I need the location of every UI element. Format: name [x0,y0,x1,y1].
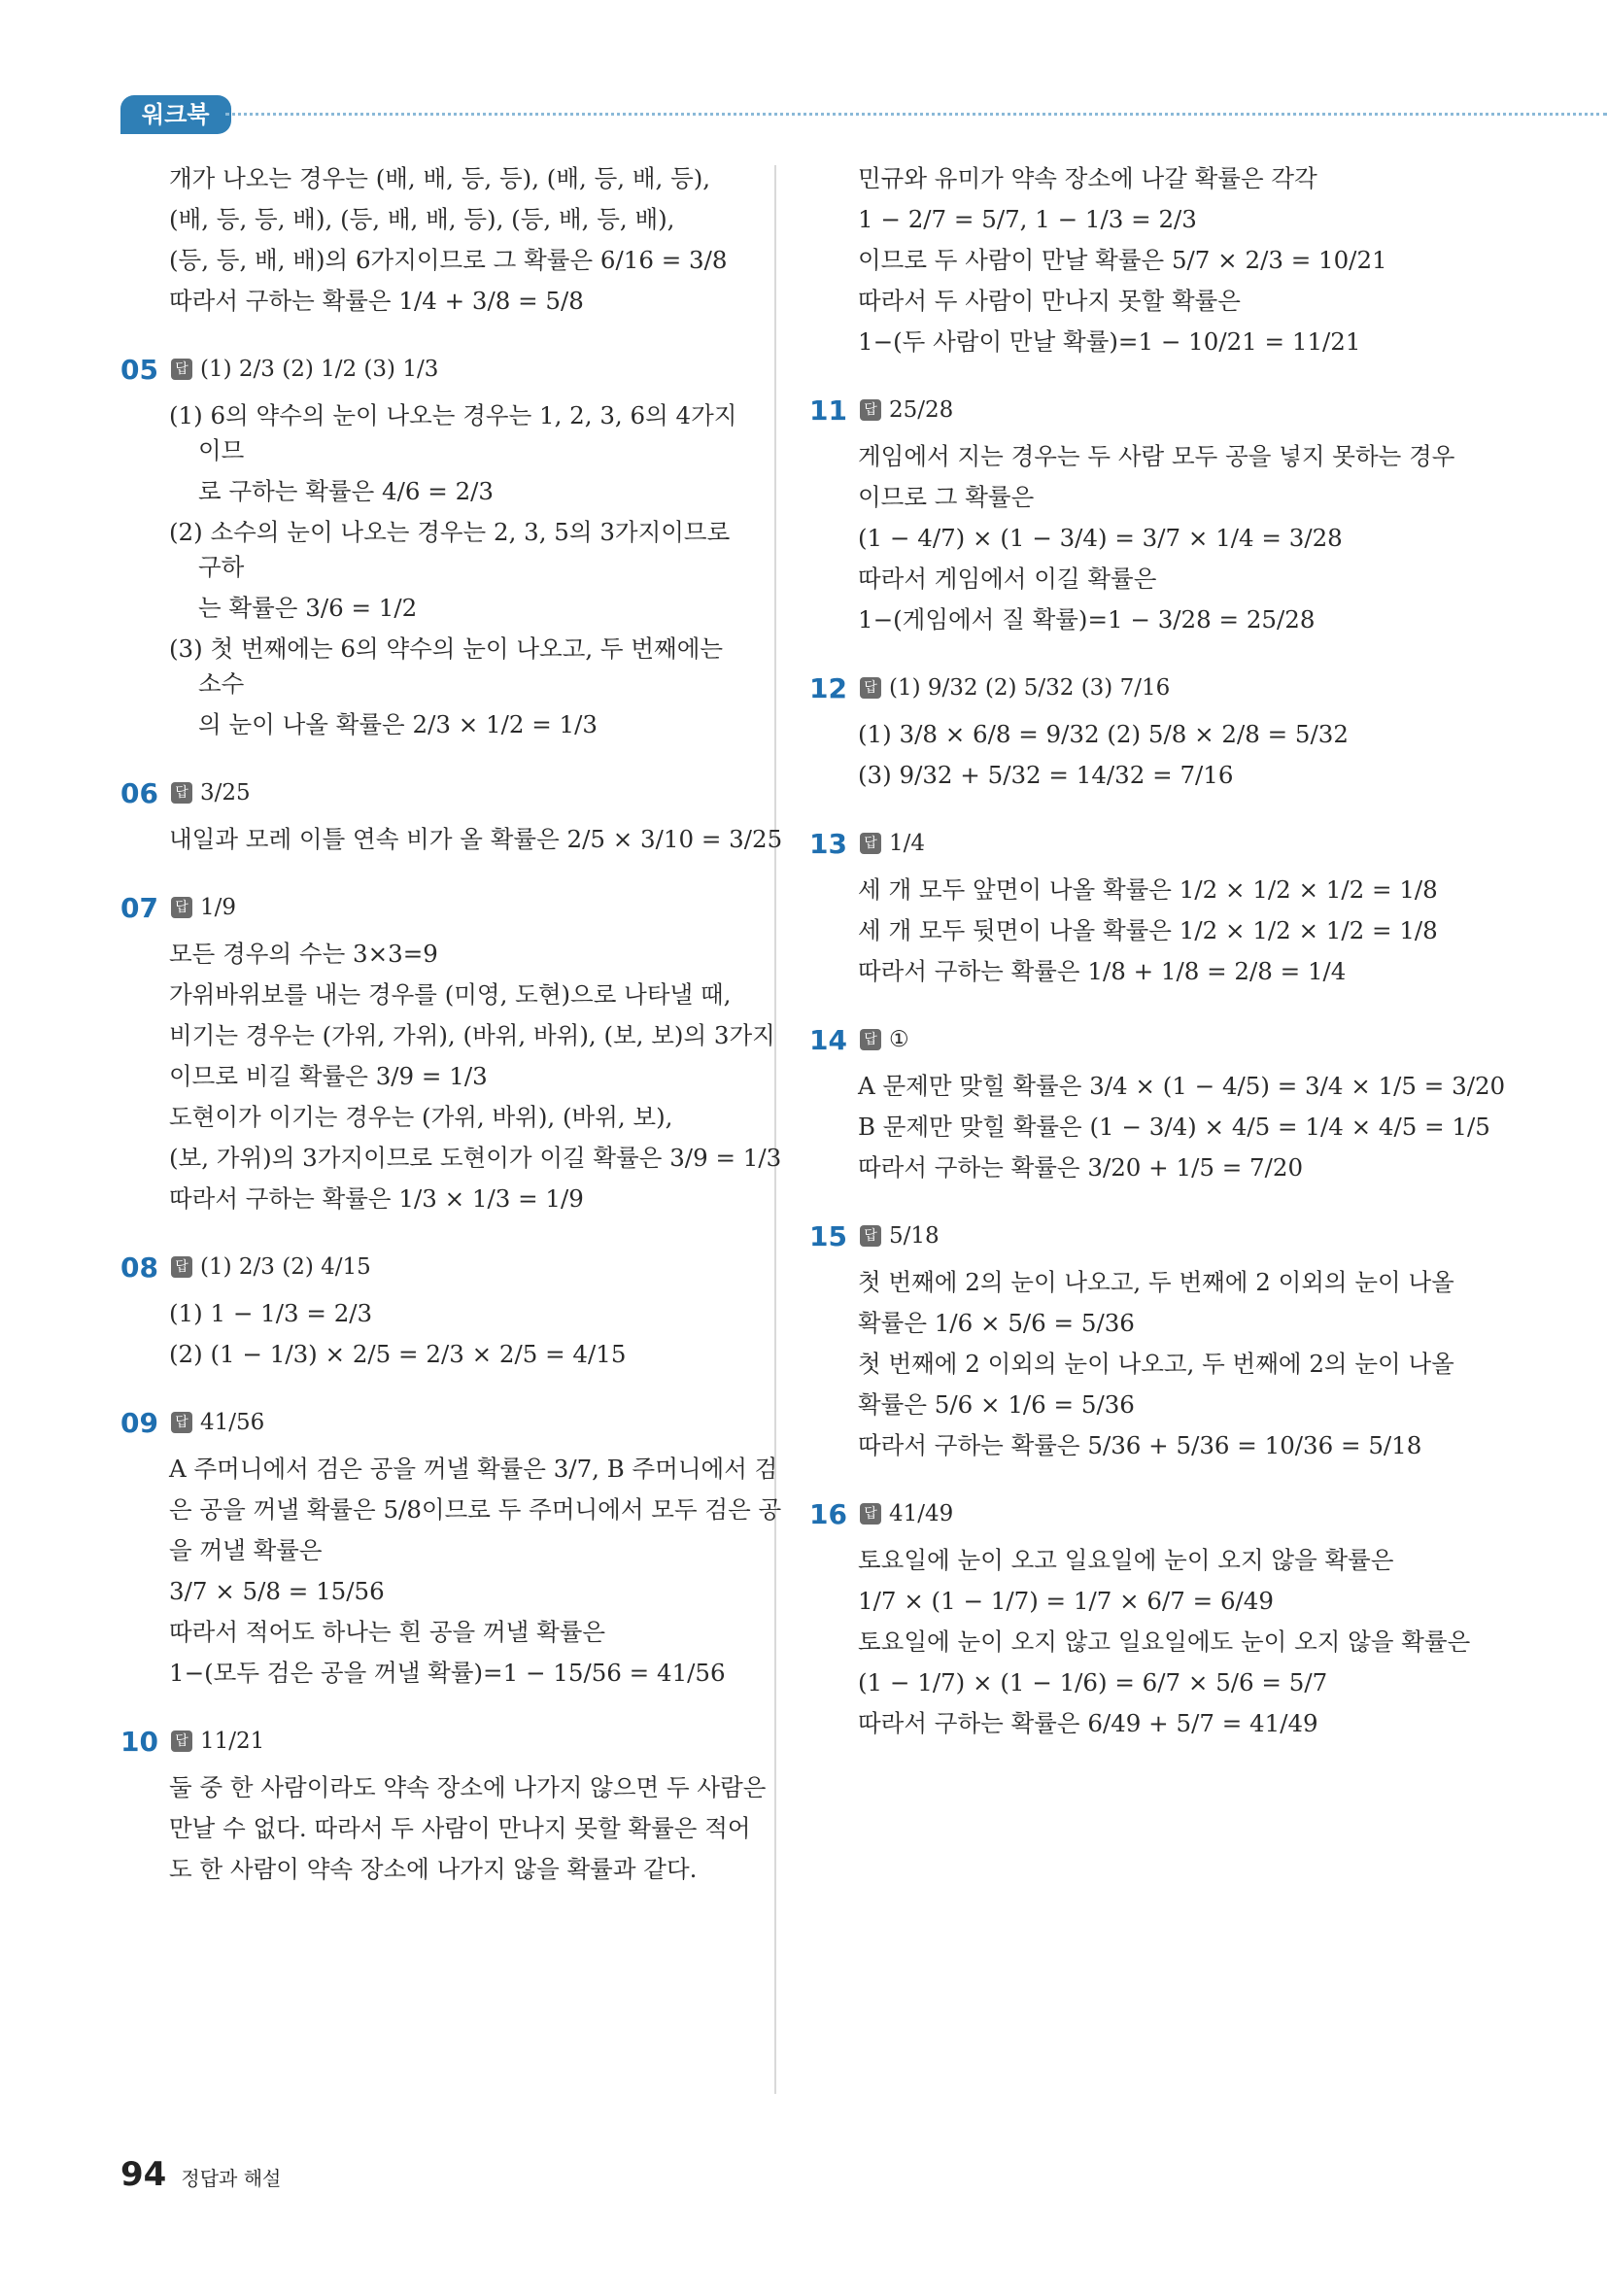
answer-badge: 답 [860,1029,881,1050]
problem-10 [120,1718,742,1765]
text-line: 이므로 두 사람이 만날 확률은 5/7 × 2/3 = 10/21 [858,246,1387,274]
answer-text: 1/9 [200,895,237,920]
text-line: 따라서 구하는 확률은 1/3 × 1/3 = 1/9 [169,1184,584,1213]
text-line: 가위바위보를 내는 경우를 (미영, 도현)으로 나타낼 때, [169,980,732,1009]
text-line: 토요일에 눈이 오지 않고 일요일에도 눈이 오지 않을 확률은 [858,1628,1471,1656]
answer-badge: 답 [860,833,881,854]
text-line: 게임에서 지는 경우는 두 사람 모두 공을 넣지 못하는 경우 [858,442,1455,470]
answer-badge: 답 [860,1225,881,1247]
text-line: 따라서 구하는 확률은 1/8 + 1/8 = 2/8 = 1/4 [858,957,1347,985]
problem-number: 13 [809,827,847,860]
text-line: 첫 번째에 2 이외의 눈이 나오고, 두 번째에 2의 눈이 나올 [858,1350,1454,1378]
text-line: 도 한 사람이 약속 장소에 나가지 않을 확률과 같다. [169,1855,698,1883]
text-line: 1−(두 사람이 만날 확률)=1 − 10/21 = 11/21 [858,327,1361,356]
problem-13 [809,820,1441,867]
problem-number: 09 [120,1406,158,1439]
right-column [809,155,1506,1747]
answer-text: 41/49 [889,1501,954,1526]
text-line: 의 눈이 나올 확률은 2/3 × 1/2 = 1/3 [198,710,598,738]
text-line: 모든 경우의 수는 3×3=9 [169,940,438,968]
answer-badge: 답 [860,399,881,421]
text-line: (1) 6의 약수의 눈이 나오는 경우는 1, 2, 3, 6의 4가지이므 [169,401,737,464]
answer-badge: 답 [171,1731,192,1752]
problem-08 [120,1244,742,1290]
problem-05 [120,346,742,393]
text-line: 따라서 구하는 확률은 6/49 + 5/7 = 41/49 [858,1709,1318,1737]
text-line: 1 − 2/7 = 5/7, 1 − 1/3 = 2/3 [858,205,1197,233]
text-line: 는 확률은 3/6 = 1/2 [198,594,418,622]
problem-number: 05 [120,353,158,386]
answer-text: 3/25 [200,780,251,805]
text-line: 토요일에 눈이 오고 일요일에 눈이 오지 않을 확률은 [858,1546,1394,1574]
answer-badge: 답 [860,1503,881,1525]
column-divider [774,165,776,2094]
answer-badge: 답 [171,359,192,380]
page-number: 94 [120,2155,167,2194]
answer-badge: 답 [171,897,192,918]
text-line: (1) 1 − 1/3 = 2/3 [169,1299,373,1327]
page-footer [120,2155,281,2194]
text-line: A 문제만 맞힐 확률은 3/4 × (1 − 4/5) = 3/4 × 1/5 = 3/20 [858,1072,1506,1100]
problem-06 [120,770,742,816]
problem-14 [809,1016,1441,1063]
answer-text: 5/18 [889,1223,940,1249]
text-line: 1/7 × (1 − 1/7) = 1/7 × 6/7 = 6/49 [858,1587,1274,1615]
text-line: 따라서 구하는 확률은 3/20 + 1/5 = 7/20 [858,1153,1304,1182]
text-line: 내일과 모레 이틀 연속 비가 올 확률은 2/5 × 3/10 = 3/25 [169,825,783,853]
text-line: 1−(게임에서 질 확률)=1 − 3/28 = 25/28 [858,605,1316,634]
problem-number: 16 [809,1497,847,1530]
text-line: 둘 중 한 사람이라도 약속 장소에 나가지 않으면 두 사람은 [169,1773,767,1801]
problem-15 [809,1213,1441,1259]
answer-badge: 답 [860,677,881,699]
section-tag: 워크북 [120,95,231,134]
text-line: 도현이가 이기는 경우는 (가위, 바위), (바위, 보), [169,1103,673,1131]
answer-badge: 답 [171,782,192,804]
problem-16 [809,1491,1441,1537]
problem-12 [809,665,1441,711]
text-line: 따라서 두 사람이 만나지 못할 확률은 [858,287,1241,315]
text-line: 따라서 게임에서 이길 확률은 [858,565,1157,593]
problem-number: 15 [809,1219,847,1252]
text-line: 세 개 모두 앞면이 나올 확률은 1/2 × 1/2 × 1/2 = 1/8 [858,875,1438,904]
problem-07 [120,884,742,931]
answer-text: (1) 9/32 (2) 5/32 (3) 7/16 [889,675,1171,701]
text-line: A 주머니에서 검은 공을 꺼낼 확률은 3/7, B 주머니에서 검 [169,1455,778,1483]
footer-label: 정답과 해설 [181,2167,282,2190]
problem-number: 06 [120,776,158,809]
answer-text: 11/21 [200,1729,265,1754]
text-line: 세 개 모두 뒷면이 나올 확률은 1/2 × 1/2 × 1/2 = 1/8 [858,916,1438,944]
text-line: (3) 9/32 + 5/32 = 14/32 = 7/16 [858,761,1234,789]
text-line: 이므로 비길 확률은 3/9 = 1/3 [169,1062,488,1090]
problem-number: 07 [120,891,158,924]
text-line: (등, 등, 배, 배)의 6가지이므로 그 확률은 6/16 = 3/8 [169,246,728,274]
text-line: 3/7 × 5/8 = 15/56 [169,1577,385,1605]
problem-09 [120,1399,742,1446]
text-line: 따라서 구하는 확률은 1/4 + 3/8 = 5/8 [169,287,584,315]
answer-text: (1) 2/3 (2) 4/15 [200,1254,371,1280]
left-column [120,155,783,1893]
answer-text: 25/28 [889,397,954,423]
text-line: (2) (1 − 1/3) × 2/5 = 2/3 × 2/5 = 4/15 [169,1340,627,1368]
problem-number: 10 [120,1725,158,1758]
text-line: B 문제만 맞힐 확률은 (1 − 3/4) × 4/5 = 1/4 × 4/5 = 1/5 [858,1113,1490,1141]
text-line: 따라서 적어도 하나는 흰 공을 꺼낼 확률은 [169,1618,606,1646]
problem-number: 12 [809,671,847,704]
text-line: 은 공을 꺼낼 확률은 5/8이므로 두 주머니에서 모두 검은 공 [169,1495,782,1524]
text-line: 1−(모두 검은 공을 꺼낼 확률)=1 − 15/56 = 41/56 [169,1659,726,1687]
answer-text: 1/4 [889,831,926,856]
text-line: 민규와 유미가 약속 장소에 나갈 확률은 각각 [858,164,1317,192]
answer-badge: 답 [171,1256,192,1278]
problem-number: 08 [120,1251,158,1284]
text-line: 따라서 구하는 확률은 5/36 + 5/36 = 10/36 = 5/18 [858,1431,1422,1459]
text-line: 로 구하는 확률은 4/6 = 2/3 [198,477,494,505]
text-line: (1) 3/8 × 6/8 = 9/32 (2) 5/8 × 2/8 = 5/32 [858,720,1349,748]
answer-text: (1) 2/3 (2) 1/2 (3) 1/3 [200,357,439,382]
answer-text: ① [889,1027,909,1052]
answer-text: 41/56 [200,1410,265,1435]
text-line: 확률은 5/6 × 1/6 = 5/36 [858,1390,1135,1419]
text-line: 개가 나오는 경우는 (배, 배, 등, 등), (배, 등, 배, 등), [169,164,711,192]
text-line: 첫 번째에 2의 눈이 나오고, 두 번째에 2 이외의 눈이 나올 [858,1268,1454,1296]
text-line: 만날 수 없다. 따라서 두 사람이 만나지 못할 확률은 적어 [169,1814,751,1842]
text-line: 이므로 그 확률은 [858,483,1035,511]
text-line: 확률은 1/6 × 5/6 = 5/36 [858,1309,1135,1337]
answer-badge: 답 [171,1412,192,1433]
problem-number: 11 [809,394,847,427]
text-line: (2) 소수의 눈이 나오는 경우는 2, 3, 5의 3가지이므로 구하 [169,518,731,581]
text-line: (배, 등, 등, 배), (등, 배, 배, 등), (등, 배, 등, 배), [169,205,675,233]
text-line: (보, 가위)의 3가지이므로 도현이가 이길 확률은 3/9 = 1/3 [169,1144,782,1172]
problem-11 [809,387,1441,433]
text-line: (1 − 4/7) × (1 − 3/4) = 3/7 × 1/4 = 3/28 [858,524,1343,552]
text-line: (1 − 1/7) × (1 − 1/6) = 6/7 × 5/6 = 5/7 [858,1668,1328,1696]
text-line: (3) 첫 번째에는 6의 약수의 눈이 나오고, 두 번째에는 소수 [169,634,724,698]
problem-number: 14 [809,1023,847,1056]
text-line: 을 꺼낼 확률은 [169,1536,323,1564]
text-line: 비기는 경우는 (가위, 가위), (바위, 바위), (보, 보)의 3가지 [169,1021,775,1049]
header-dotted-line [225,113,1607,116]
